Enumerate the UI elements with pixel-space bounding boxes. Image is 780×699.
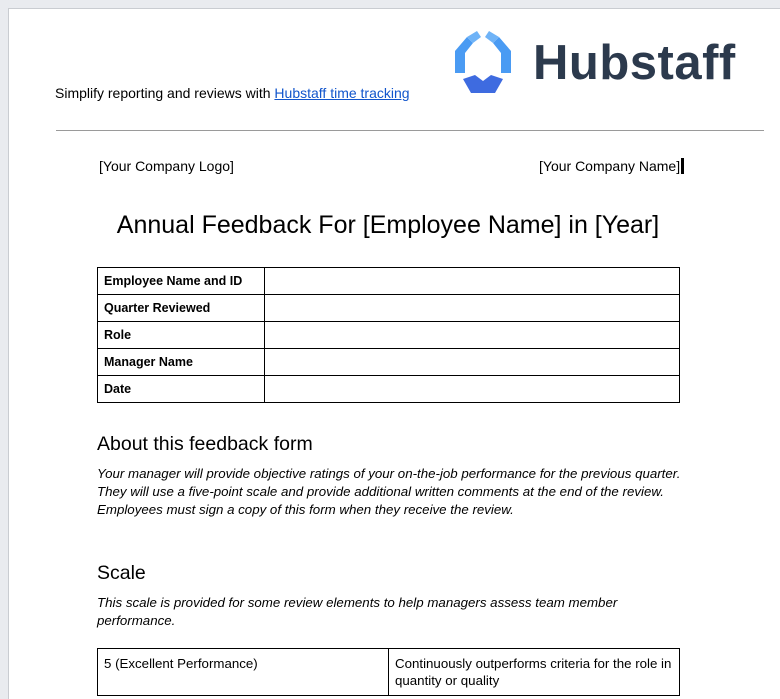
table-label: Quarter Reviewed: [98, 295, 265, 322]
document-page: [8, 8, 780, 699]
hubstaff-time-tracking-link[interactable]: Hubstaff time tracking: [274, 85, 410, 101]
scale-table: [97, 648, 680, 696]
table-label: Role: [98, 322, 265, 349]
about-heading: About this feedback form: [97, 433, 313, 455]
hubstaff-logo: [449, 29, 736, 97]
scale-heading: Scale: [97, 562, 146, 584]
table-value-cell[interactable]: [265, 322, 680, 349]
table-row: [98, 322, 680, 349]
table-row: [98, 349, 680, 376]
promo-text: Simplify reporting and reviews with: [55, 85, 275, 101]
hubstaff-logo-icon: [449, 29, 517, 97]
company-name-placeholder[interactable]: [539, 158, 684, 174]
hubstaff-wordmark: Hubstaff: [533, 35, 736, 90]
table-label: Date: [98, 376, 265, 403]
table-value-cell[interactable]: [265, 349, 680, 376]
table-value-cell[interactable]: [265, 376, 680, 403]
company-logo-placeholder: [Your Company Logo]: [99, 158, 234, 174]
employee-info-table: [97, 267, 680, 403]
table-row: [98, 649, 680, 696]
text-cursor: [681, 158, 684, 174]
table-label: Manager Name: [98, 349, 265, 376]
page-title: Annual Feedback For [Employee Name] in [Year]: [116, 211, 660, 239]
scale-description: Continuously outperforms criteria for the role in quantity or quality: [389, 649, 680, 696]
company-name-text: [Your Company Name]: [539, 158, 681, 174]
table-label: Employee Name and ID: [98, 268, 265, 295]
table-row: [98, 268, 680, 295]
scale-level: 5 (Excellent Performance): [98, 649, 389, 696]
table-value-cell[interactable]: [265, 295, 680, 322]
table-value-cell[interactable]: [265, 268, 680, 295]
header-divider: [56, 130, 764, 131]
about-paragraph: Your manager will provide objective ratings of your on-the-job performance for the previous quarter. They will use a five-point scale and provide additional written comments at the end of the review. Employees must sign a copy of this form when they receive the review.: [97, 466, 681, 517]
table-row: [98, 295, 680, 322]
promo-line: [55, 85, 410, 101]
scale-paragraph: This scale is provided for some review elements to help managers assess team member performance.: [97, 595, 618, 628]
table-row: [98, 376, 680, 403]
